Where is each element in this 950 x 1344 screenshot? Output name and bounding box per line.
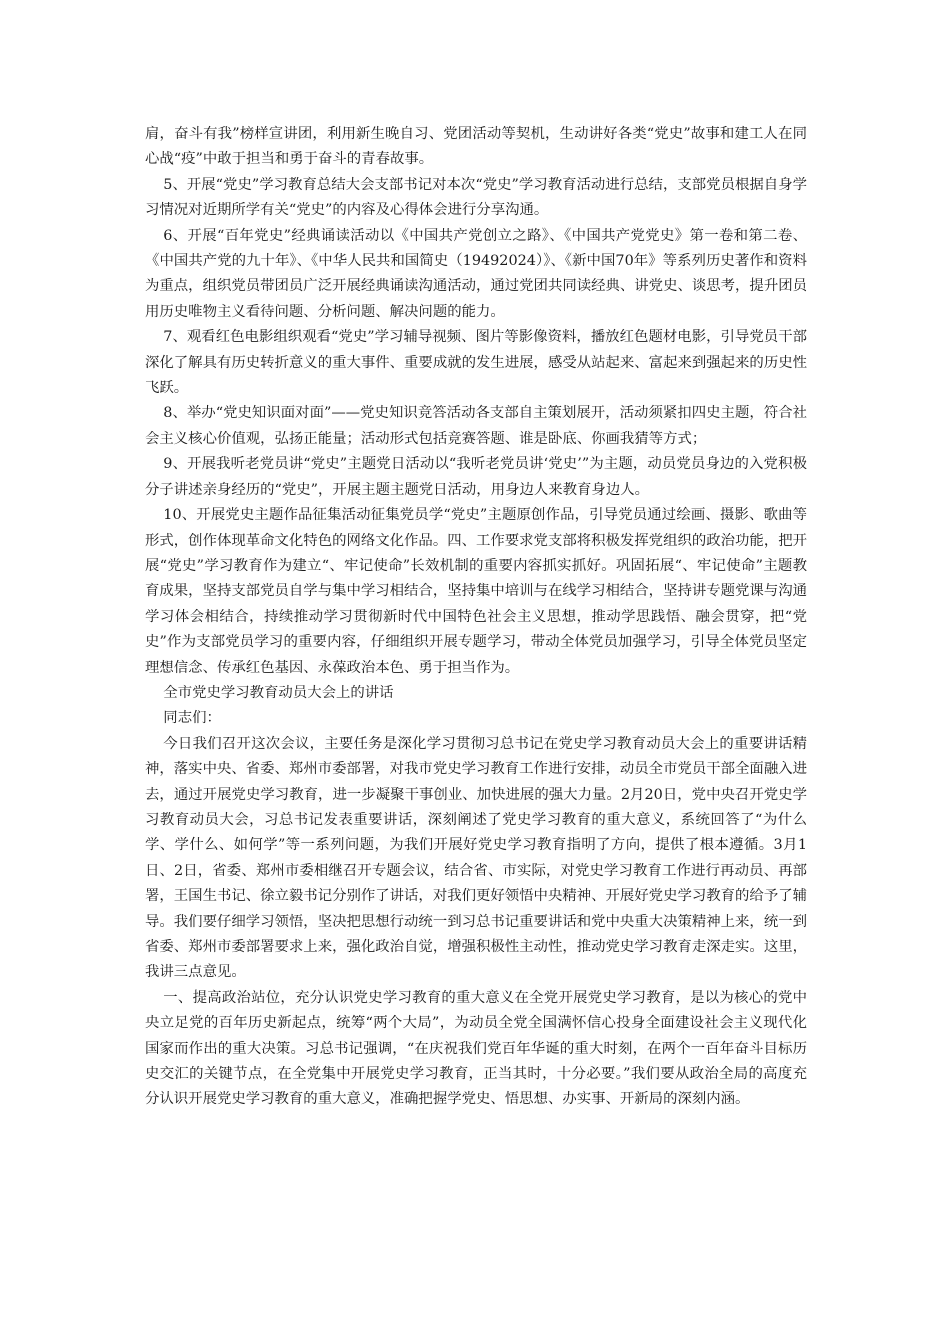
paragraph-item-9: 9、开展我听老党员讲“党史”主题党日活动以“我听老党员讲‘党史’”为主题，动员党员身边的入党积极分子讲述亲身经历的“党史”，开展主题主题党日活动，用身边人来教育身边人。 xyxy=(145,456,807,498)
speech-intro-paragraph: 今日我们召开这次会议，主要任务是深化学习贯彻习总书记在党史学习教育动员大会上的重要讲话精神，落实中央、省委、郑州市委部署，对我市党史学习教育工作进行安排，动员全市党员干部全面融入进去，通过开展党史学习教育，进一步凝聚干事创业、加快进展的强大力量。2月20日，党中央召开党史学习教育动员大会，习总书记发表重要讲话，深刻阐述了党史学习教育的重大意义，系统回答了“为什么学、学什么、如何学”等一系列问题，为我们开展好党史学习教育指明了方向，提供了根本遵循。3月1日、2日，省委、郑州市委相继召开专题会议，结合省、市实际，对党史学习教育工作进行再动员、再部署，王国生书记、徐立毅书记分别作了讲话，对我们更好领悟中央精神、开展好党史学习教育的给予了辅导。我们要仔细学习领悟，坚决把思想行动统一到习总书记重要讲话和党中央重大决策精神上来，统一到省委、郑州市委部署要求上来，强化政治自觉，增强积极性主动性，推动党史学习教育走深走实。这里，我讲三点意见。 xyxy=(145,735,807,981)
speech-section-one: 一、提高政治站位，充分认识党史学习教育的重大意义在全党开展党史学习教育，是以为核心的党中央立足党的百年历史新起点，统筹“两个大局”，为动员全党全国满怀信心投身全面建设社会主义现代化国家而作出的重大决策。习总书记强调，“在庆祝我们党百年华诞的重大时刻，在两个一百年奋斗目标历史交汇的关键节点，在全党集中开展党史学习教育，正当其时，十分必要。”我们要从政治全局的高度充分认识开展党史学习教育的重大意义，准确把握学党史、悟思想、办实事、开新局的深刻内涵。 xyxy=(145,989,807,1108)
document-page xyxy=(145,122,807,1113)
paragraph-item-6: 6、开展“百年党史”经典诵读活动以《中国共产党创立之路》、《中国共产党党史》第一卷和第二卷、《中国共产党的九十年》、《中华人民共和国简史（19492024）》、《新中国70年》等系列历史著作和资料为重点，组织党员带团员广泛开展经典诵读沟通活动，通过党团共同读经典、讲党史、谈思考，提升团员用历史唯物主义看待问题、分析问题、解决问题的能力。 xyxy=(145,227,807,320)
paragraph-item-10: 10、开展党史主题作品征集活动征集党员学“党史”主题原创作品，引导党员通过绘画、摄影、歌曲等形式，创作体现革命文化特色的网络文化作品。四、工作要求党支部将积极发挥党组织的政治功能，把开展“党史”学习教育作为建立“、牢记使命”长效机制的重要内容抓实抓好。巩固拓展“、牢记使命”主题教育成果，坚持支部党员自学与集中学习相结合，坚持集中培训与在线学习相结合，坚持讲专题党课与沟通学习体会相结合，持续推动学习贯彻新时代中国特色社会主义思想，推动学思践悟、融会贯穿，把“党史”作为支部党员学习的重要内容，仔细组织开展专题学习，带动全体党员加强学习，引导全体党员坚定理想信念、传承红色基因、永葆政治本色、勇于担当作为。 xyxy=(145,507,807,676)
paragraph-continuation: 肩，奋斗有我”榜样宣讲团，利用新生晚自习、党团活动等契机，生动讲好各类“党史”故事和建工人在同心战“疫”中敢于担当和勇于奋斗的青春故事。 xyxy=(145,126,807,168)
paragraph-item-5: 5、开展“党史”学习教育总结大会支部书记对本次“党史”学习教育活动进行总结，支部党员根据自身学习情况对近期所学有关“党史”的内容及心得体会进行分享沟通。 xyxy=(145,176,807,219)
speech-title: 全市党史学习教育动员大会上的讲话 xyxy=(163,684,394,701)
speech-salutation: 同志们： xyxy=(163,710,221,727)
paragraph-item-8: 8、举办“党史知识面对面”——党史知识竞答活动各支部自主策划展开，活动须紧扣四史主题，符合社会主义核心价值观，弘扬正能量；活动形式包括竞赛答题、谁是卧底、你画我猜等方式； xyxy=(145,405,807,447)
paragraph-item-7: 7、观看红色电影组织观看“党史”学习辅导视频、图片等影像资料，播放红色题材电影，引导党员干部深化了解具有历史转折意义的重大事件、重要成就的发生进展，感受从站起来、富起来到强起来的历史性飞跃。 xyxy=(145,329,807,397)
